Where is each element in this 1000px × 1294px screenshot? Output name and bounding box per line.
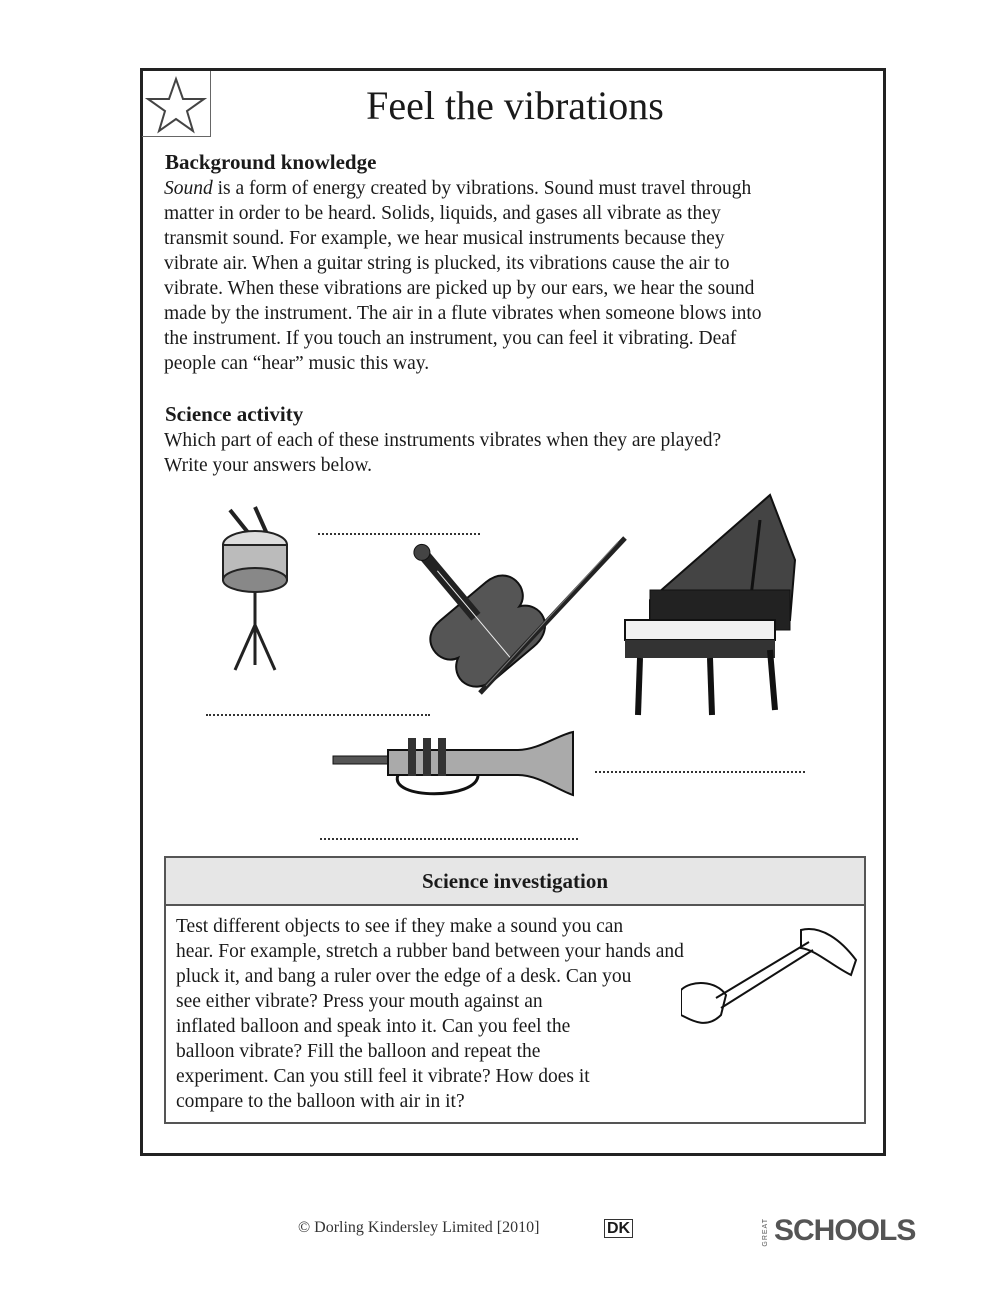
investigation-paragraph: Test different objects to see if they make a sound you can hear. For example, stretch a rubber band between your hands and pluck it, and bang a ruler over the edge of a desk. Can you see either vibrate? Press your mouth against an inflated balloon and speak into it. Can you feel the balloon vibrate? Fill the balloon and repeat the experiment. Can you still feel it vibrate? How does it compare to the balloon with air in it?: [176, 916, 684, 1112]
dk-logo: DK: [604, 1219, 633, 1238]
star-icon: [142, 71, 210, 136]
background-paragraph: Sound is a form of energy created by vibrations. Sound must travel through matter in order to be heard. Solids, liquids, and gases all vibrate as they transmit sound. For example, we hear musical instruments because they vibrate air. When a guitar string is plucked, its vibrations cause the air to vibrate. When these vibrations are picked up by our ears, we hear the sound made by the instrument. The air in a flute vibrates when someone blows into the instrument. If you touch an instrument, you can feel it vibrating. Deaf people can “hear” music this way.: [164, 178, 762, 374]
answer-line-violin[interactable]: [206, 714, 430, 716]
copyright-text: © Dorling Kindersley Limited [2010]: [298, 1219, 540, 1236]
answer-line-piano[interactable]: [595, 771, 805, 773]
piano-icon: [620, 490, 800, 720]
trumpet-icon: [328, 730, 578, 810]
background-heading: Background knowledge: [165, 150, 377, 174]
page-title: Feel the vibrations: [366, 83, 664, 128]
drum-icon: [210, 505, 310, 675]
activity-paragraph: Which part of each of these instruments vibrates when they are played? Write your answers below.: [164, 430, 722, 476]
rubber-band-hands-icon: [681, 920, 861, 1050]
investigation-box: [164, 856, 866, 1124]
sound-term: Sound: [164, 178, 213, 199]
answer-line-trumpet[interactable]: [320, 838, 578, 840]
activity-heading: Science activity: [165, 402, 304, 426]
violin-icon: [390, 518, 630, 698]
brand-small-text: GREAT: [762, 1218, 769, 1247]
investigation-heading: Science investigation: [166, 858, 864, 906]
star-box: [142, 71, 211, 137]
brand-text: SCHOOLS: [774, 1214, 916, 1247]
